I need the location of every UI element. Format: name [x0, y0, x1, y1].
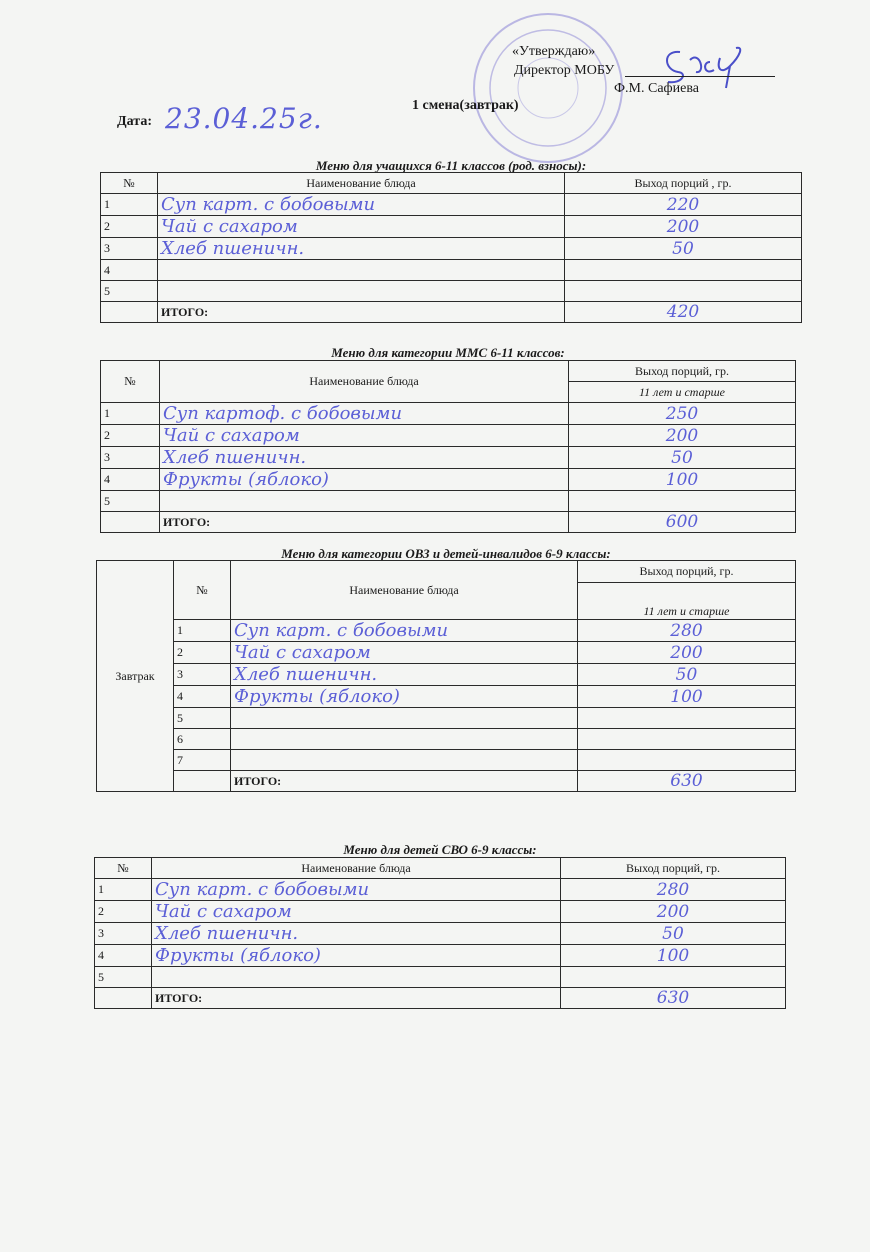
col-portion-header: Выход порций, гр.: [569, 361, 796, 382]
stamp-seal: [468, 8, 628, 168]
table-row: 7: [97, 750, 796, 771]
total-value: 630: [561, 988, 786, 1009]
col-portion-header: Выход порций, гр.: [578, 561, 796, 583]
table-row: 4 Фрукты (яблоко) 100: [97, 686, 796, 708]
table-row: 2 Чай с сахаром 200: [95, 901, 786, 923]
side-label: Завтрак: [97, 561, 174, 792]
table3: [96, 560, 796, 792]
table-row: 3 Хлеб пшеничн. 50: [101, 238, 802, 260]
table-row: 2 Чай с сахаром 200: [101, 425, 796, 447]
total-value: 420: [565, 302, 802, 323]
age-subheader: 11 лет и старше: [569, 382, 796, 403]
director-name: Ф.М. Сафиева: [614, 81, 699, 96]
col-dish-header: Наименование блюда: [158, 173, 565, 194]
table-row: 3 Хлеб пшеничн. 50: [97, 664, 796, 686]
total-label: ИТОГО:: [152, 988, 561, 1009]
col-dish-header: Наименование блюда: [231, 561, 578, 620]
col-dish-header: Наименование блюда: [160, 361, 569, 403]
col-number-header: №: [101, 361, 160, 403]
total-row: [97, 771, 796, 792]
col-number-header: №: [174, 561, 231, 620]
table-row: 5: [101, 281, 802, 302]
table-row: 1 Суп карт. с бобовыми 280: [95, 879, 786, 901]
table-row: 3 Хлеб пшеничн. 50: [95, 923, 786, 945]
director-signature-line: [625, 76, 775, 77]
table-row: 2 Чай с сахаром 200: [101, 216, 802, 238]
total-label: ИТОГО:: [160, 512, 569, 533]
table4: [94, 857, 786, 1009]
col-portion-header: Выход порций, гр.: [561, 858, 786, 879]
table-row: 4: [101, 260, 802, 281]
col-dish-header: Наименование блюда: [152, 858, 561, 879]
table-row: 3 Хлеб пшеничн. 50: [101, 447, 796, 469]
total-label: ИТОГО:: [231, 771, 578, 792]
approve-label: «Утверждаю»: [512, 44, 596, 59]
total-value: 630: [578, 771, 796, 792]
col-portion-header: Выход порций , гр.: [565, 173, 802, 194]
age-subheader: 11 лет и старше: [578, 583, 796, 620]
total-row: [95, 988, 786, 1009]
table-row: 5: [95, 967, 786, 988]
table-row: 2 Чай с сахаром 200: [97, 642, 796, 664]
table2-caption: Меню для категории ММС 6-11 классов:: [331, 345, 565, 360]
table-row: 4 Фрукты (яблоко) 100: [95, 945, 786, 967]
table3-caption: Меню для категории ОВЗ и детей-инвалидов 6-9 классы:: [281, 546, 611, 561]
shift-label: 1 смена(завтрак): [412, 98, 519, 113]
table2: [100, 360, 796, 533]
date-label: Дата:: [117, 114, 152, 129]
table-row: 1 Суп карт. с бобовыми 280: [97, 620, 796, 642]
total-label: ИТОГО:: [158, 302, 565, 323]
total-row: [101, 512, 796, 533]
col-number-header: №: [95, 858, 152, 879]
date-value: 23.04.25г.: [165, 102, 323, 135]
director-label: Директор МОБУ: [514, 63, 615, 78]
table-row: 6: [97, 729, 796, 750]
table-row: 5: [97, 708, 796, 729]
table-row: 5: [101, 491, 796, 512]
table1-caption: Меню для учащихся 6-11 классов (род. взносы):: [315, 158, 587, 173]
total-value: 600: [569, 512, 796, 533]
col-number-header: №: [101, 173, 158, 194]
table4-caption: Меню для детей СВО 6-9 классы:: [343, 842, 537, 857]
total-row: [101, 302, 802, 323]
table-row: 1 Суп картоф. с бобовыми 250: [101, 403, 796, 425]
table-row: 1 Суп карт. с бобовыми 220: [101, 194, 802, 216]
table-row: 4 Фрукты (яблоко) 100: [101, 469, 796, 491]
table1: [100, 172, 802, 323]
